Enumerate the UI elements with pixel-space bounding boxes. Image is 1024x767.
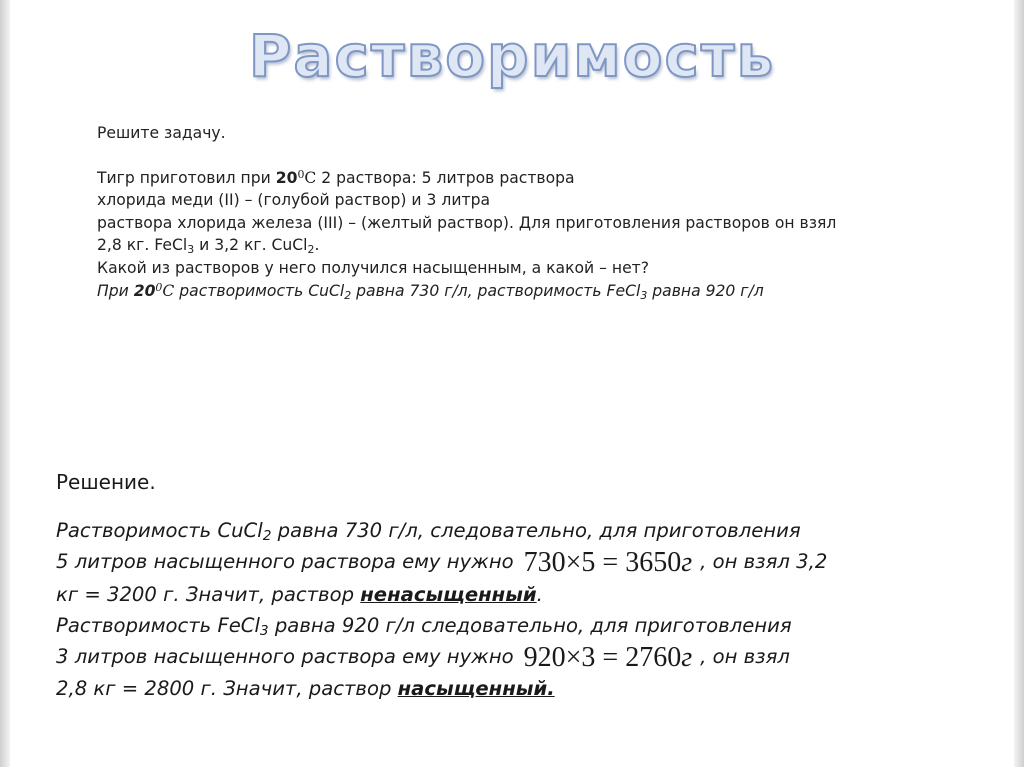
text: кг = 3200 г. Значит, раствор [56, 582, 361, 606]
temperature: 20 [133, 281, 156, 300]
text: равна 920 г/л следовательно, для приготовления [268, 613, 792, 637]
text: Растворимость CuCl [56, 519, 263, 542]
equation-text: 730×5 = 3650 [523, 547, 682, 579]
task-line-6 [97, 280, 977, 303]
text: . [314, 236, 320, 255]
task-line-1 [97, 167, 977, 190]
text: Тигр приготовил при [97, 168, 276, 187]
text: 2 раствора: 5 литров раствора [316, 168, 575, 187]
text: равна 920 г/л [647, 281, 764, 300]
slide-title: Растворимость [248, 22, 776, 90]
solution-line-5 [56, 641, 1006, 673]
task-line-5: Какой из растворов у него получился насыщенным, а какой – нет? [97, 258, 650, 277]
solution-block [56, 515, 1006, 705]
solution-line-4 [56, 610, 1006, 641]
equation-unit: г [681, 547, 693, 579]
solution-line-1 [56, 515, 1006, 546]
solution-line-2 [56, 546, 1006, 578]
text: . [536, 582, 543, 606]
text: 5 литров насыщенного раствора ему нужно [56, 550, 514, 574]
subscript: 2 [307, 243, 315, 257]
result-unsaturated: ненасыщенный [360, 582, 537, 606]
text: 2,8 кг = 2800 г. Значит, раствор [56, 677, 398, 701]
solution-line-3 [56, 579, 1006, 610]
subscript: 3 [640, 288, 648, 302]
text: 3 литров насыщенного раствора ему нужно [56, 645, 514, 669]
subscript: 3 [259, 622, 269, 639]
subscript: 2 [344, 288, 352, 302]
equation-text: 920×3 = 2760 [523, 642, 682, 674]
celsius: С [304, 168, 317, 187]
task-block [97, 122, 977, 302]
celsius: С [162, 281, 175, 300]
text: и 3,2 кг. CuCl [194, 236, 308, 255]
solution-line-6 [56, 673, 1006, 704]
solution-heading: Решение. [56, 470, 156, 494]
text: , он взял 3,2 [700, 550, 828, 574]
text: При [97, 281, 134, 300]
text: Растворимость FeCl [56, 613, 260, 637]
task-line-4 [97, 234, 977, 257]
text: растворимость CuCl [174, 281, 345, 300]
task-heading: Решите задачу. [97, 124, 226, 142]
text: 2,8 кг. FeCl [97, 236, 188, 255]
slide-frame-left [0, 0, 10, 767]
temperature: 20 [275, 168, 298, 187]
subscript: 3 [187, 243, 195, 257]
degree: 0 [297, 167, 305, 181]
spacer [97, 145, 977, 167]
subscript: 2 [262, 528, 272, 544]
text: равна 730 г/л, растворимость FeCl [351, 281, 641, 300]
text: равна 730 г/л, следовательно, для приготовления [271, 519, 801, 542]
task-line-2: хлорида меди (II) – (голубой раствор) и 3 литра [97, 191, 491, 210]
result-saturated: насыщенный. [397, 677, 555, 701]
degree: 0 [155, 280, 163, 294]
equation-unit: г [681, 642, 693, 674]
task-line-3: раствора хлорида железа (III) – (желтый раствор). Для приготовления растворов он взял [97, 213, 837, 232]
text: , он взял [700, 645, 790, 669]
slide-frame-right [1014, 0, 1024, 767]
equation-copper [524, 547, 693, 578]
equation-iron [524, 642, 693, 673]
